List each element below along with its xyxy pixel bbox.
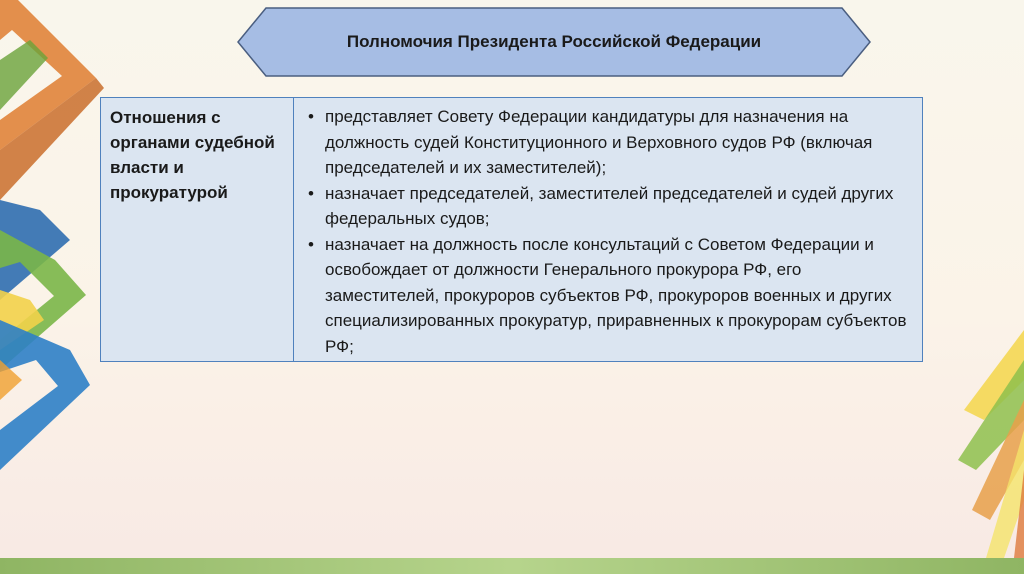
powers-table bbox=[100, 97, 923, 362]
bullet-icon: • bbox=[308, 234, 314, 254]
decorative-ribbons-left bbox=[0, 0, 110, 574]
list-item-text: назначает председателей, заместителей председателей и судей других федеральных судов; bbox=[325, 183, 894, 228]
list-item-text: назначает на должность после консультаций с Советом Федерации и освобождает от должности Генерального прокурора РФ, его заместителей, прокуроров субъектов РФ, прокуроров военных и других специализированных прокуратур, приравненных к прокурорам субъектов РФ; bbox=[325, 234, 907, 356]
page-title: Полномочия Президента Российской Федерации bbox=[346, 32, 762, 51]
list-item bbox=[306, 181, 916, 232]
bullet-icon: • bbox=[308, 107, 314, 126]
list-item bbox=[306, 232, 916, 360]
list-item bbox=[306, 104, 916, 181]
powers-list bbox=[306, 104, 916, 359]
bullet-icon: • bbox=[308, 183, 314, 203]
bottom-decorative-bar bbox=[0, 558, 1024, 574]
decorative-ribbons-right bbox=[924, 0, 1024, 574]
list-item-text: представляет Совету Федерации кандидатуры для назначения на должность судей Конституционного и Верховного судов РФ (включая председателей и их заместителей); bbox=[325, 107, 873, 177]
title-banner bbox=[236, 7, 872, 77]
powers-list-cell bbox=[294, 98, 922, 361]
category-cell: Отношения с органами судебной власти и прокуратурой bbox=[101, 98, 294, 361]
